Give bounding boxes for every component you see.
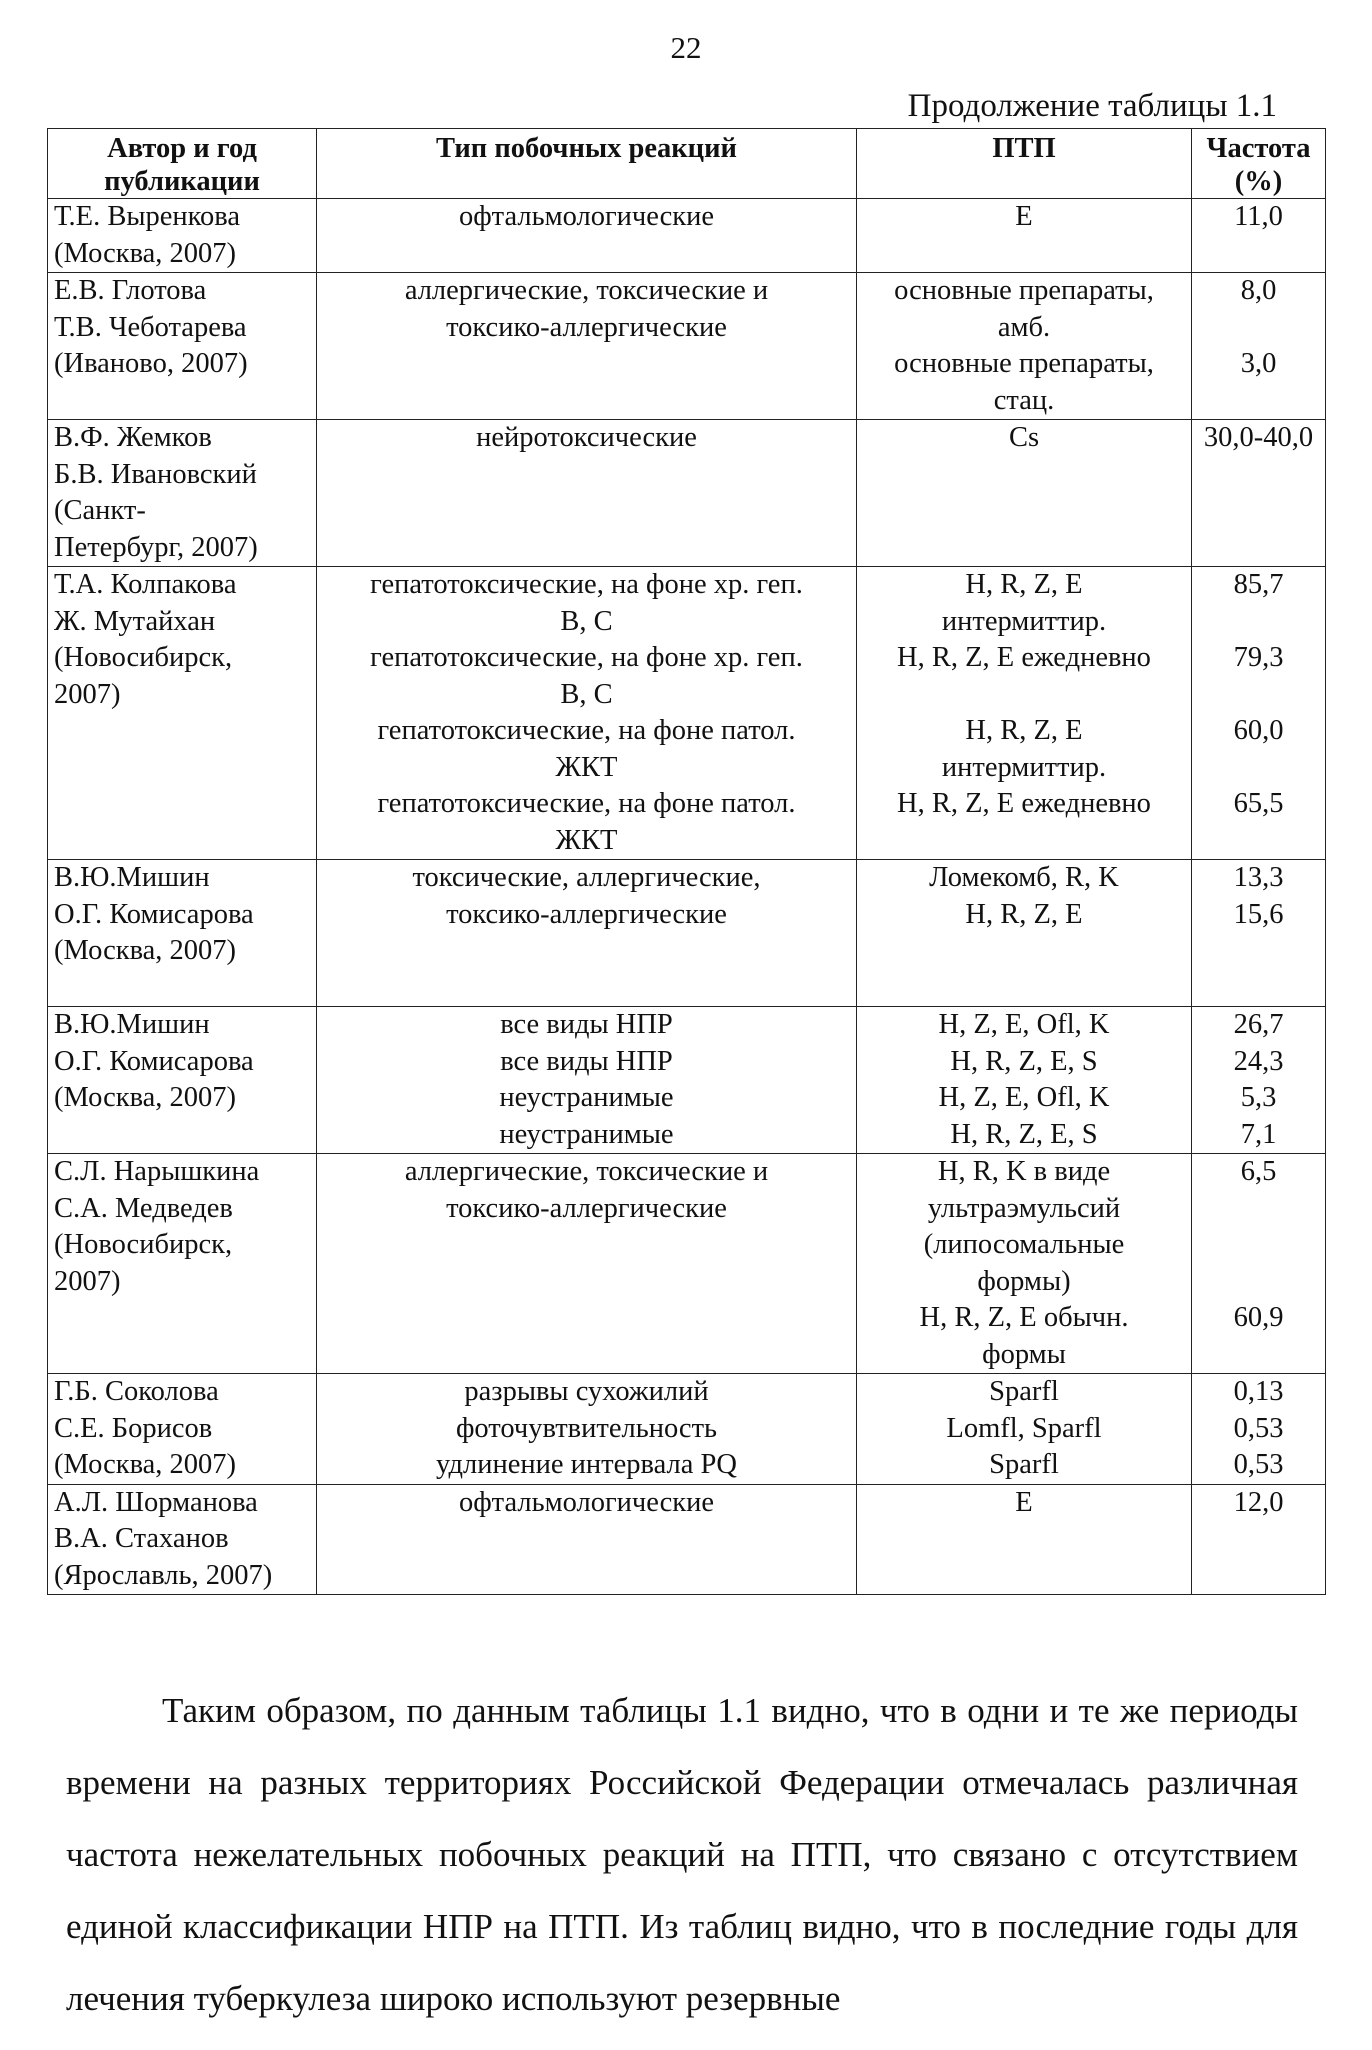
cell-ptp: [857, 1154, 1192, 1374]
cell-line: В.Ю.Мишин: [54, 1009, 210, 1040]
cell-line: 85,7: [1233, 569, 1284, 600]
cell-line: 0,13: [1233, 1376, 1284, 1407]
cell-line: В, С: [560, 605, 613, 637]
table-row: [48, 860, 1326, 1007]
cell-line: гепатотоксические, на фоне хр. геп.: [370, 569, 803, 600]
cell-line: 8,0: [1240, 275, 1277, 306]
table-row: [48, 567, 1326, 860]
cell-line: (Москва, 2007): [54, 237, 237, 269]
cell-line: 12,0: [1233, 1486, 1284, 1518]
cell-reaction-type: [317, 420, 857, 567]
cell-line: токсические, аллергические,: [412, 862, 761, 893]
cell-line: Г.Б. Соколова: [54, 1376, 219, 1407]
cell-line: [54, 970, 310, 1007]
header-reaction-type: Тип побочных реакций: [317, 129, 857, 199]
cell-line: Т.А. Колпакова: [54, 569, 237, 600]
cell-line: Б.В. Ивановский: [54, 458, 257, 490]
cell-line: H, R, Z, E обычн.: [919, 1302, 1129, 1333]
cell-line: офтальмологические: [458, 201, 715, 232]
cell-line: 2007): [54, 1265, 121, 1297]
cell-ptp: [857, 1374, 1192, 1485]
cell-frequency: [1192, 1154, 1326, 1374]
cell-line: H, R, Z, E, S: [950, 1045, 1098, 1077]
body-paragraph: Таким образом, по данным таблицы 1.1 видно, что в одни и те же периоды времени на разных территориях Российской Федерации отмечалась различная частота нежелательных побочных реакций на ПТП, что связано с отсутствием единой классификации НПР на ПТП. Из таблиц видно, что в последние годы для лечения туберкулеза широко используют резервные: [66, 1691, 1298, 2018]
cell-frequency: [1192, 1007, 1326, 1154]
cell-line: 24,3: [1233, 1045, 1284, 1077]
cell-line: 5,3: [1240, 1082, 1277, 1113]
cell-author: [48, 1374, 317, 1485]
cell-line: неустранимые: [499, 1082, 674, 1113]
cell-line: (Москва, 2007): [54, 1449, 237, 1480]
cell-line: 79,3: [1233, 642, 1284, 673]
cell-line: разрывы сухожилий: [464, 1376, 709, 1407]
cell-line: С.Л. Нарышкина: [54, 1156, 260, 1187]
cell-author: [48, 1484, 317, 1595]
cell-line: В, С: [560, 678, 613, 710]
cell-line: О.Г. Комисарова: [54, 1045, 254, 1077]
cell-reaction-type: [317, 860, 857, 1007]
cell-ptp: [857, 567, 1192, 860]
cell-line: [1198, 750, 1319, 787]
cell-frequency: [1192, 1484, 1326, 1595]
page-number: 22: [670, 30, 702, 65]
cell-line: фоточувтвительность: [455, 1412, 718, 1444]
cell-line: 3,0: [1240, 348, 1277, 379]
table-row: [48, 1154, 1326, 1374]
cell-line: аллергические, токсические и: [404, 275, 769, 306]
cell-line: Петербург, 2007): [54, 531, 258, 563]
header-row: [48, 129, 1326, 199]
cell-frequency: [1192, 1374, 1326, 1485]
cell-frequency: [1192, 860, 1326, 1007]
cell-line: Е: [1015, 201, 1033, 232]
cell-line: удлинение интервала PQ: [436, 1449, 737, 1480]
cell-line: неустранимые: [499, 1118, 674, 1150]
table-row: [48, 1007, 1326, 1154]
cell-line: (Москва, 2007): [54, 1082, 237, 1113]
cell-line: токсико-аллергические: [446, 311, 727, 343]
cell-line: токсико-аллергические: [446, 898, 727, 930]
cell-line: Е.В. Глотова: [54, 275, 207, 306]
cell-reaction-type: [317, 1484, 857, 1595]
cell-line: 13,3: [1233, 862, 1284, 893]
cell-line: формы): [977, 1265, 1071, 1297]
cell-line: [1198, 1264, 1319, 1301]
cell-line: 7,1: [1240, 1118, 1277, 1150]
table-header: [48, 129, 1326, 199]
header-frequency: Частота (%): [1192, 129, 1326, 199]
cell-line: токсико-аллергические: [446, 1192, 727, 1224]
cell-reaction-type: [317, 1374, 857, 1485]
cell-line: H, R, Z, E ежедневно: [897, 788, 1151, 819]
header-ptp: ПТП: [857, 129, 1192, 199]
table-row: [48, 1484, 1326, 1595]
cell-line: Ж. Мутайхан: [54, 605, 216, 637]
cell-line: В.Ф. Жемков: [54, 422, 212, 453]
cell-reaction-type: [317, 1007, 857, 1154]
cell-frequency: [1192, 199, 1326, 273]
cell-line: [863, 677, 1185, 714]
cell-line: [1198, 677, 1319, 714]
cell-author: [48, 420, 317, 567]
cell-reaction-type: [317, 273, 857, 420]
cell-line: Sparfl: [989, 1376, 1059, 1407]
cell-line: Cs: [1008, 422, 1040, 453]
cell-line: С.А. Медведев: [54, 1192, 233, 1224]
cell-reaction-type: [317, 199, 857, 273]
cell-line: Т.В. Чеботарева: [54, 311, 247, 343]
cell-frequency: [1192, 420, 1326, 567]
cell-line: Sparfl: [989, 1449, 1059, 1480]
cell-line: С.Е. Борисов: [54, 1412, 213, 1444]
cell-line: H, R, Z, E: [965, 569, 1083, 600]
cell-line: В.Ю.Мишин: [54, 862, 210, 893]
cell-line: Т.Е. Выренкова: [54, 201, 241, 232]
cell-line: 65,5: [1233, 788, 1284, 819]
cell-line: 26,7: [1233, 1009, 1284, 1040]
cell-line: (Новосибирск,: [54, 1229, 233, 1260]
cell-author: [48, 199, 317, 273]
cell-line: ЖКТ: [555, 751, 618, 783]
cell-line: формы: [982, 1338, 1066, 1370]
cell-line: 0,53: [1233, 1449, 1284, 1480]
cell-line: (Иваново, 2007): [54, 348, 248, 379]
table-row: [48, 420, 1326, 567]
cell-author: [48, 273, 317, 420]
cell-line: интермиттир.: [941, 605, 1107, 637]
cell-line: нейротоксические: [476, 422, 697, 453]
cell-line: 0,53: [1233, 1412, 1284, 1444]
table-row: [48, 199, 1326, 273]
cell-reaction-type: [317, 1154, 857, 1374]
cell-line: офтальмологические: [458, 1486, 715, 1518]
cell-line: (Москва, 2007): [54, 935, 237, 966]
cell-line: Lomfl, Sparfl: [946, 1412, 1102, 1444]
cell-line: H, Z, E, Ofl, K: [938, 1082, 1110, 1113]
cell-line: ультраэмульсий: [927, 1192, 1121, 1224]
cell-line: H, Z, E, Ofl, K: [938, 1009, 1110, 1040]
cell-line: интермиттир.: [941, 751, 1107, 783]
table-row: [48, 1374, 1326, 1485]
cell-line: 11,0: [1234, 201, 1283, 232]
cell-line: 2007): [54, 678, 121, 710]
cell-line: аллергические, токсические и: [404, 1156, 769, 1187]
cell-line: 15,6: [1233, 898, 1284, 930]
cell-ptp: [857, 420, 1192, 567]
cell-frequency: [1192, 273, 1326, 420]
cell-ptp: [857, 860, 1192, 1007]
cell-line: H, R, Z, E: [965, 715, 1083, 746]
cell-line: 60,9: [1233, 1302, 1284, 1333]
cell-ptp: [857, 1007, 1192, 1154]
cell-line: [1198, 310, 1319, 347]
table-body: [48, 199, 1326, 1595]
cell-line: [1198, 604, 1319, 641]
cell-author: [48, 1007, 317, 1154]
cell-ptp: [857, 199, 1192, 273]
cell-line: О.Г. Комисарова: [54, 898, 254, 930]
cell-author: [48, 860, 317, 1007]
header-author: Автор и год публикации: [48, 129, 317, 199]
cell-line: (липосомальные: [923, 1229, 1125, 1260]
cell-line: (Ярославль, 2007): [54, 1559, 273, 1591]
cell-line: гепатотоксические, на фоне патол.: [377, 788, 796, 819]
table-caption: Продолжение таблицы 1.1: [907, 88, 1277, 124]
cell-line: основные препараты,: [894, 275, 1154, 306]
cell-line: (Новосибирск,: [54, 642, 233, 673]
cell-line: все виды НПР: [500, 1009, 673, 1040]
cell-line: стац.: [993, 384, 1055, 416]
cell-line: (Санкт-: [54, 495, 146, 526]
cell-line: [1198, 1191, 1319, 1228]
cell-line: основные препараты,: [894, 348, 1154, 379]
cell-line: все виды НПР: [500, 1045, 673, 1077]
cell-line: А.Л. Шорманова: [54, 1486, 258, 1518]
cell-author: [48, 567, 317, 860]
reactions-table: [47, 128, 1326, 1595]
cell-line: 30,0-40,0: [1203, 422, 1314, 453]
cell-line: ЖКТ: [555, 824, 618, 856]
cell-ptp: [857, 1484, 1192, 1595]
cell-reaction-type: [317, 567, 857, 860]
cell-line: H, R, Z, E ежедневно: [897, 642, 1151, 673]
cell-line: гепатотоксические, на фоне хр. геп.: [370, 642, 803, 673]
cell-author: [48, 1154, 317, 1374]
cell-line: H, R, Z, E: [965, 898, 1083, 930]
cell-line: 6,5: [1240, 1156, 1277, 1187]
cell-ptp: [857, 273, 1192, 420]
cell-line: В.А. Стаханов: [54, 1523, 229, 1554]
cell-line: H, R, K в виде: [937, 1156, 1111, 1187]
cell-line: амб.: [997, 311, 1051, 343]
cell-line: гепатотоксические, на фоне патол.: [377, 715, 796, 746]
cell-line: Е: [1015, 1486, 1033, 1518]
cell-line: 60,0: [1233, 715, 1284, 746]
cell-line: Ломекомб, R, K: [929, 862, 1119, 893]
cell-line: [1198, 1227, 1319, 1264]
table-row: [48, 273, 1326, 420]
cell-frequency: [1192, 567, 1326, 860]
cell-line: H, R, Z, E, S: [950, 1118, 1098, 1150]
